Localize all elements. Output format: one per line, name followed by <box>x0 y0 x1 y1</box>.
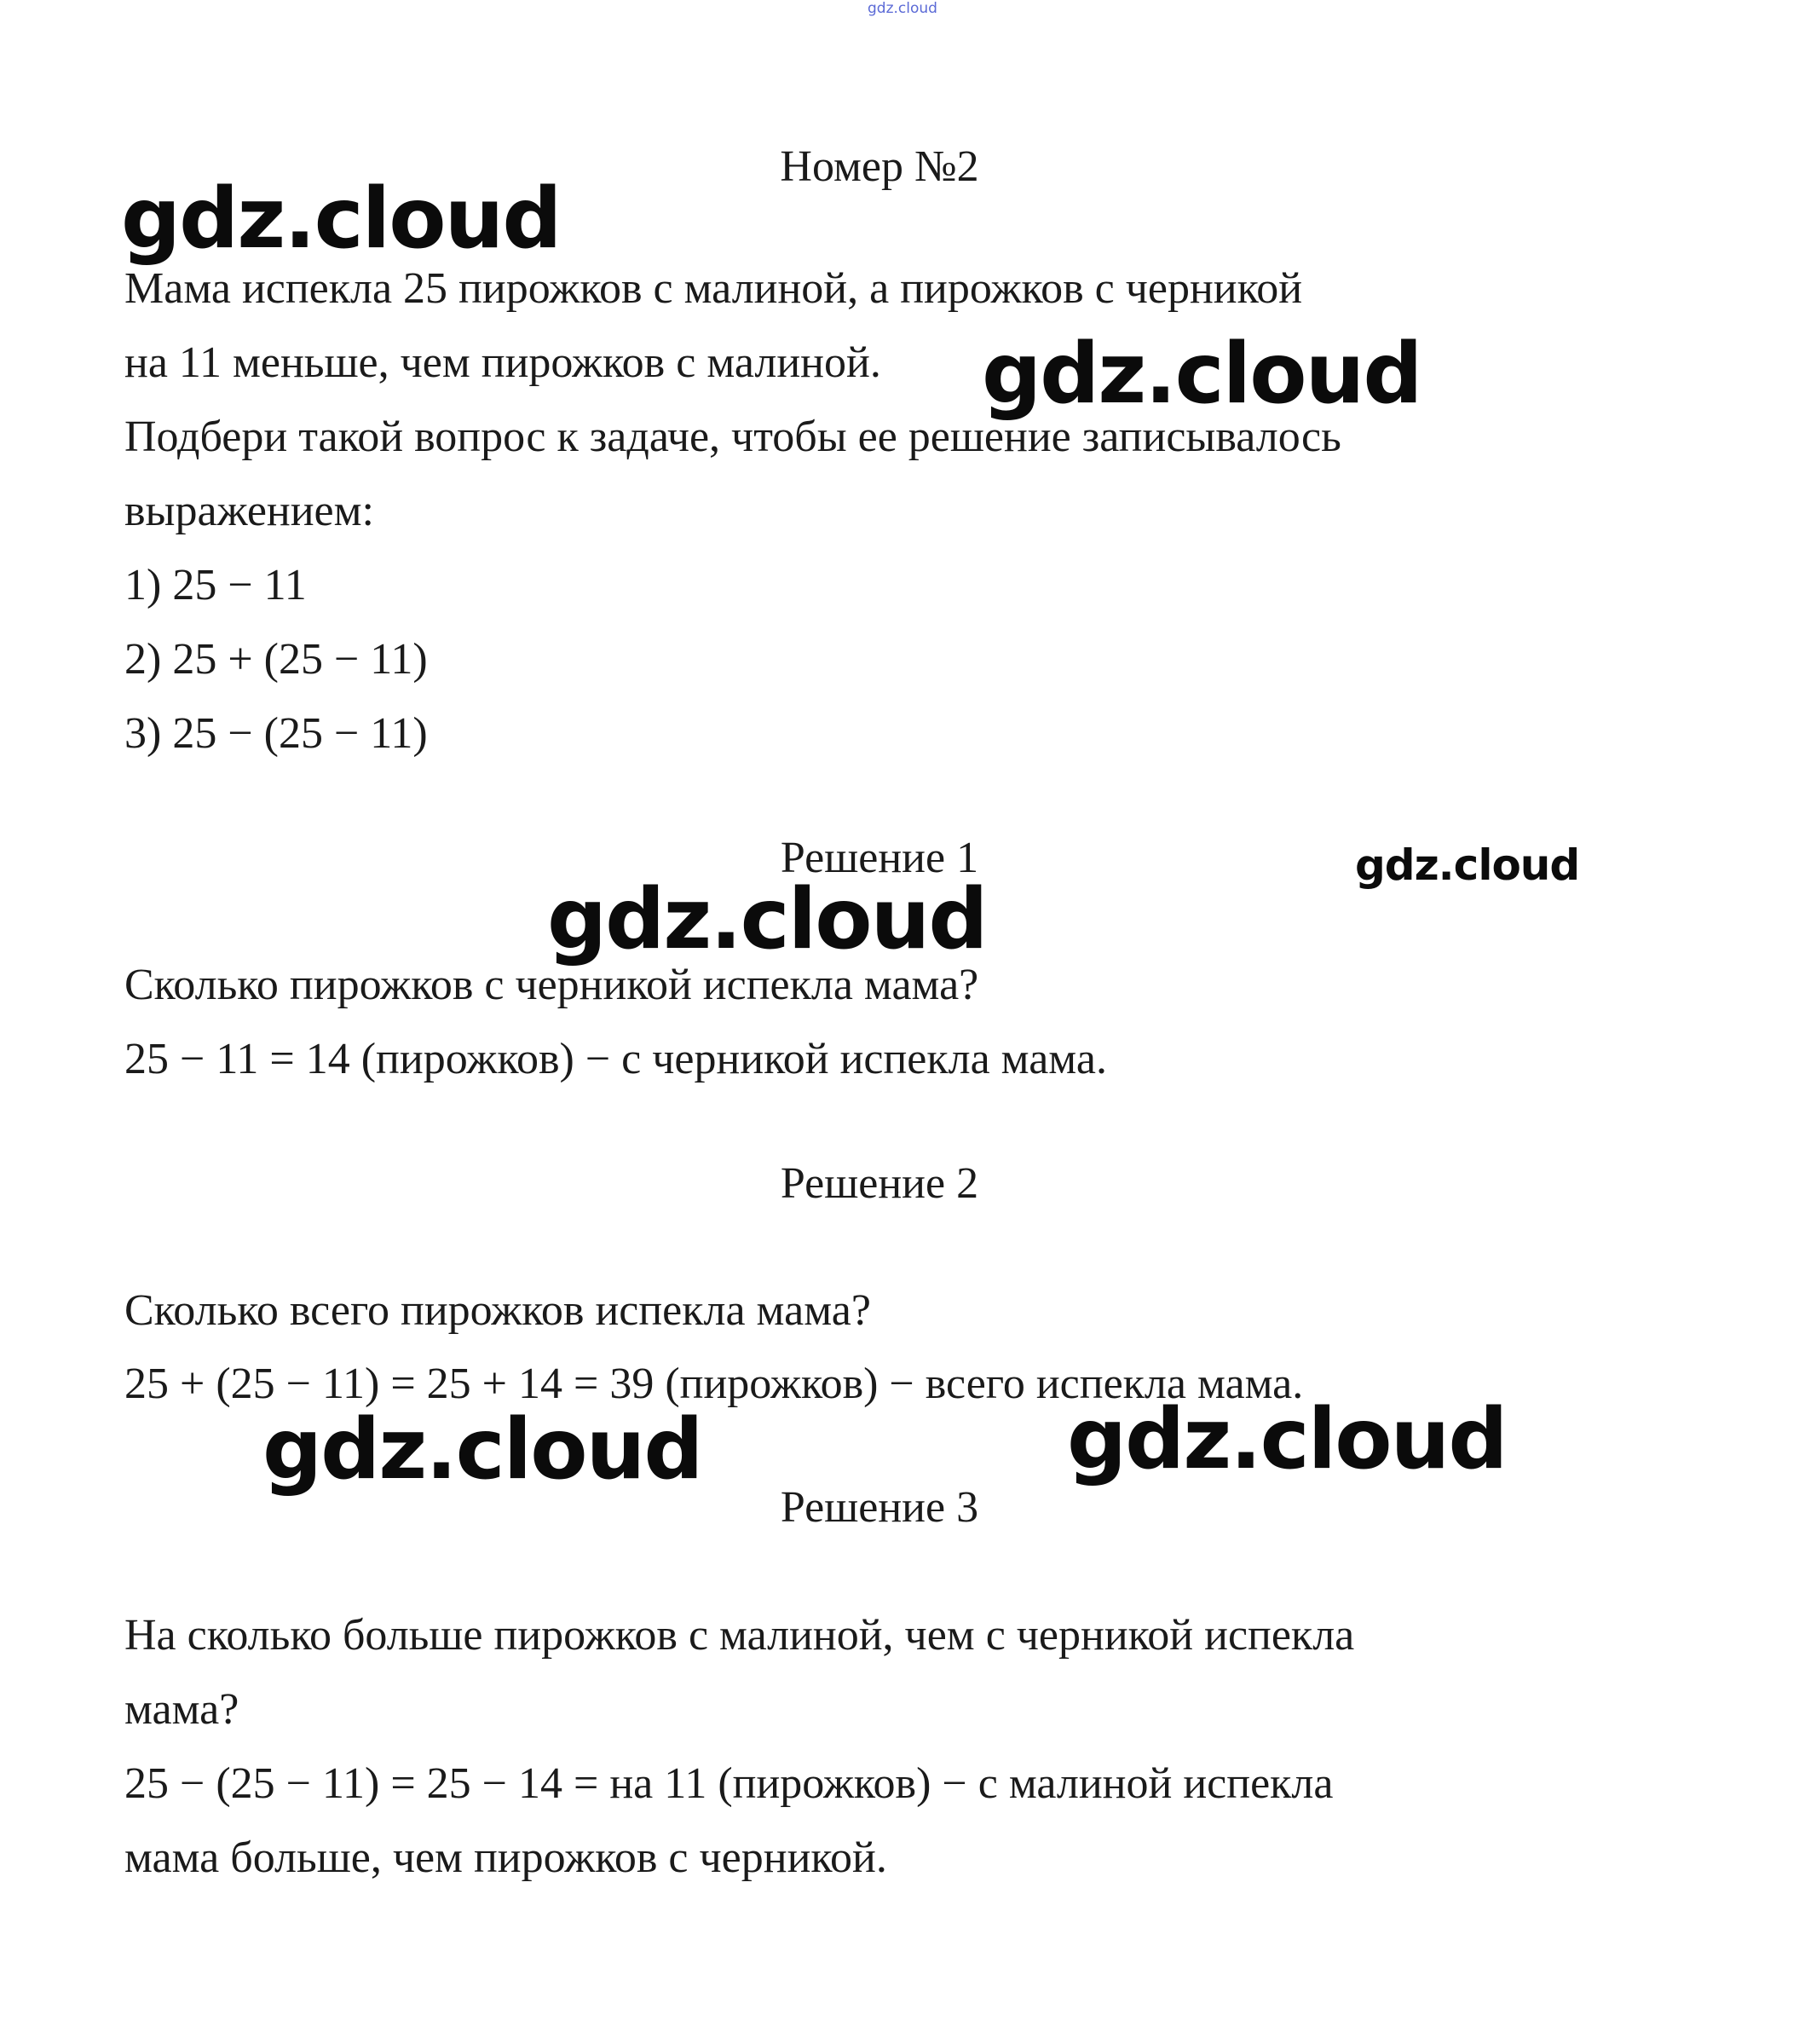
option-item: 3) 25 − (25 − 11) <box>124 709 428 758</box>
solution-line: мама больше, чем пирожков с черникой. <box>124 1833 887 1882</box>
header-watermark: gdz.cloud <box>868 0 937 17</box>
solution-heading: Решение 2 <box>780 1159 979 1208</box>
page-title: Номер №2 <box>780 142 979 191</box>
problem-line: Подбери такой вопрос к задаче, чтобы ее решение записывалось <box>124 413 1341 461</box>
solution-line: Сколько всего пирожков испекла мама? <box>124 1286 871 1335</box>
option-item: 2) 25 + (25 − 11) <box>124 635 428 684</box>
solution-line: 25 − 11 = 14 (пирожков) − с черникой испекла мама. <box>124 1035 1107 1083</box>
solution-line: На сколько больше пирожков с малиной, чем с черникой испекла <box>124 1611 1355 1660</box>
solution-line: 25 − (25 − 11) = 25 − 14 = на 11 (пирожков) − с малиной испекла <box>124 1759 1334 1808</box>
solution-line: 25 + (25 − 11) = 25 + 14 = 39 (пирожков) − всего испекла мама. <box>124 1360 1304 1408</box>
watermark: gdz.cloud <box>1355 840 1580 890</box>
solution-line: мама? <box>124 1685 239 1734</box>
solution-heading: Решение 3 <box>780 1483 979 1532</box>
watermark: gdz.cloud <box>547 871 987 968</box>
watermark: gdz.cloud <box>1067 1391 1507 1488</box>
problem-line: Мама испекла 25 пирожков с малиной, а пирожков с черникой <box>124 264 1303 313</box>
watermark: gdz.cloud <box>982 326 1422 423</box>
solution-line: Сколько пирожков с черникой испекла мама? <box>124 961 979 1009</box>
option-item: 1) 25 − 11 <box>124 561 307 609</box>
watermark: gdz.cloud <box>121 170 561 268</box>
solution-heading: Решение 1 <box>780 834 979 882</box>
problem-line: на 11 меньше, чем пирожков с малиной. <box>124 338 881 387</box>
problem-line: выражением: <box>124 487 374 535</box>
watermark: gdz.cloud <box>262 1401 702 1498</box>
